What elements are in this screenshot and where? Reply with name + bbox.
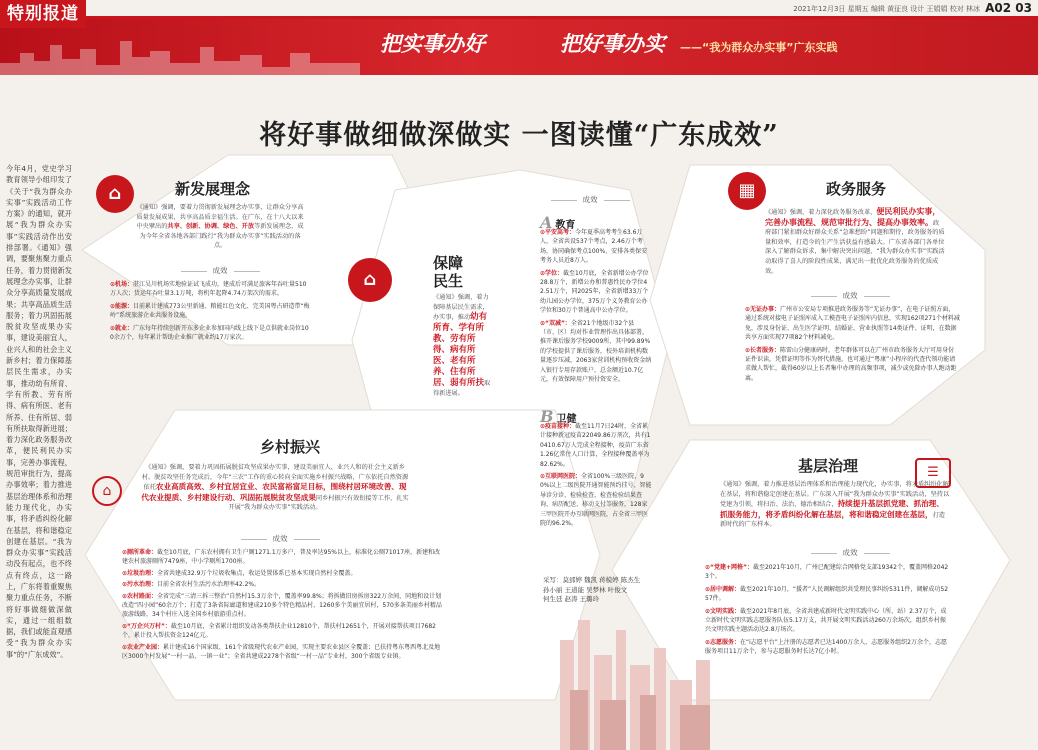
development-results-label: 成效 <box>130 265 310 276</box>
grassroots-item: ⊙居中调解：截至2021年10月，“援者”人民调解组织共受理民事纠纷5311件，调解成功5257件。 <box>705 585 949 603</box>
livelihood-intro-a: 《通知》强调，着力保障基层民生需求，办实事，推动 <box>433 294 489 322</box>
governance-icon: ☰ <box>915 458 951 488</box>
government-intro-b: 政府部门紧扣群众好群众关系“急难愁盼”问题和期待，政务服务的质量和效率，打造今的生产生活获益有感最大。广东省各部门各单位深入了解群众诉求，集中解决突出问题，“我为群众办实事”实践活动取得了喜人的阶段性成果，满足出一批优化政务服务的优质成效。 <box>765 219 945 275</box>
development-item: ⊙就业：广东每年持续创新开东多企业参加国内线上线下是点供就业岗位100余万个，每年累计帮助企业推广就业约17万家次。 <box>110 324 309 342</box>
grassroots-intro-a: 《通知》强调，着力推进基层治理体系和治理能力现代化，办实事，将矛盾纠纷化解在基层，将和谐稳定创建在基层。广东深入开展“我为群众办实事”实践活动，坚持以党建为引领，将扫治、法治、德治相结合， <box>720 481 950 509</box>
government-item: ⊙无证办事：广州市公安局专项推进政务服务等“无证办事”，在电子证照方面，通过系统对接电子证照库成入工模查电子证照库内信息，实现162项271个材料减免，涉及身份证、出生医学证明、结婚证、营业执照等14类证件、证明，在数据共享方面实现77项82个材料减免。 <box>745 306 960 342</box>
page-number: A02 03 <box>985 1 1032 15</box>
development-intro-highlight: 共享、创新、协调、绿色、开放 <box>167 223 255 231</box>
rural-intro-highlight: 农业高质高效、乡村宜居宜业、农民富裕富足目标，围绕村居环境改善、现代农业提质、乡村建设行动、巩固拓展脱贫攻坚成果 <box>141 482 407 502</box>
development-results <box>110 280 310 342</box>
development-title: 新发展理念 <box>175 180 251 198</box>
rural-item: ⊙“万企兴万村”：截至10月底，全省累计组织发动各类帮扶企业12810个，帮扶村12651个，开展对接帮扶项目7682个，累计投入帮扶资金124亿元。 <box>122 622 437 640</box>
livelihood-intro <box>433 293 491 399</box>
rural-intro-a: 《通知》强调，要着力巩固拓展脱贫攻坚成果办实事，建设美丽宜人、业兴人和的社会主义新乡村。脱贫攻坚任务完成后，今年“三农”工作的重心转向全面实施乡村振兴战略，广东依托自然资源依托 <box>141 464 409 492</box>
grassroots-item: ⊙“党建+网格”：截至2021年10月，广州已配建综合网格党支部19342个，覆盖网格20423个。 <box>705 564 949 581</box>
section-tag: 特别报道 <box>0 0 86 28</box>
grassroots-item: ⊙志愿服务：在“i志愿平台”上注册的志愿者已达1400万余人，志愿服务组织2万余个，志愿服务项目11万余个，参与志愿服务时长达7亿小时。 <box>705 638 948 656</box>
government-intro <box>765 207 945 276</box>
rural-house-icon: ⌂ <box>92 476 122 506</box>
page-title: 将好事做细做深做实 一图读懂“广东成效” <box>259 120 779 151</box>
grassroots-title: 基层治理 <box>798 457 859 475</box>
livelihood-title-line2: 民生 <box>433 272 464 290</box>
rural-item: ⊙垃圾治理：全省共建成32.9万个垃圾收集点，收运处置体系已基本实现自然村全覆盖。 <box>122 569 357 577</box>
rural-item: ⊙污水治理：目前全省农村生活污水治理率42.2%。 <box>122 581 261 589</box>
city-skyline-illustration <box>450 600 750 750</box>
rural-title: 乡村振兴 <box>260 438 321 456</box>
grassroots-intro-b: 打造新时代的广东样本。 <box>720 511 945 529</box>
credits-line: 何生廷 赵涛 王璐玲 <box>543 595 600 603</box>
rural-item: ⊙农业产业园：累计建成16个国家级、161个省级现代农业产业园，实现主要农业县区全覆盖；已扶持粤东粤西粤北及地区3000个村发展“一村一品、一镇一业”；全省共建成2278个省级“一村一品”专业村，300个省级专业镇。 <box>122 643 441 661</box>
grassroots-intro-highlight: 持续提升基层抓党建、抓治理、抓服务能力，将矛盾纠纷化解在基层，将和谐稳定创建在基层， <box>720 499 944 519</box>
banner-subtitle: ——“我为群众办实事”广东实践 <box>680 41 838 54</box>
education-item: ⊙“双减”：全省21个地级市32个县（市、区）均对作业管理作出具体部署，推开课后服务学校9009所，其中99.89%的学校提供了课后服务，校外培训机构数量逐步压减，2063家营训机构预收资金纳入银行专用存款账户，总金额近10.7亿元，有效保障用户预付资安全。 <box>540 319 652 384</box>
development-intro-a: 《通知》强调，要着力贯彻新发展理念办实事，让群众分享高质量发展成果，共享高品质幸福生活。在广东，在十八大以来中央擘出的 <box>136 204 304 231</box>
livelihood-results-label: 成效 <box>530 194 650 205</box>
health-item: ⊙互联网医院：全省100%三级医院、90%以上二级医院开通智能预约挂号、智能导诊分诊、检验检查、检查检验结果查询、病历配送、移动支付等服务，128家三甲医院开办互联网医院，占全省三甲医院的96.2%。 <box>540 473 652 528</box>
rural-item: ⊙农村路面：全省完成“三清三拆三整治”自然村15.3万余个，覆盖率99.8%；将拆做旧房拆房322万余间，同地和设计划改造“四小园”60余万个；打造了3条省际廊道和建成210多个特色精品村，1260多个美丽宜居村，570多条美丽乡村精品旅游线路，34个村庄入选全国乡村旅游重点村。 <box>122 592 442 619</box>
livelihood-intro-highlight: 幼有所育、学有所教、劳有所得、病有所医、老有所养、住有所居、弱有所扶 <box>433 312 488 389</box>
education-results <box>540 228 652 385</box>
development-intro <box>135 203 305 251</box>
lead-article: 今年4月，党史学习教育领导小组印发了《关于“我为群众办实事”实践活动工作方案》的通知，就开展“我为群众办实事”实践活动作出安排部署。《通知》强调，要聚焦聚力重点任务，着力贯彻新发展理念办实事，让群众分享高质量发展成果；共享高品质生活服务；着力巩固拓展脱贫攻坚成果办实事，建设美丽宜人，业兴人和的社会主义新乡村；着力保障基层民生需求，办实事，推动幼有所育、学有所教、劳有所得、病有所医、老有所养、住有所居、弱有所扶取得新进展；着力深化政务服务改革，便民利民办实事，完善办事流程，规范审批行为，提高办事效率；着力推进基层治理体系和治理能力现代化，办实事，将矛盾纠纷化解在基层，将和谐稳定创建在基层。“我为群众办实事”实践活动没有起点，也不终点有终点，这一路上，广东将着重聚焦聚力重点任务，不断将好事做细做深做实，通过一组组数据，我们或能直观感受“我为群众办实事”的“广东成效”。 <box>6 164 72 659</box>
livelihood-intro-b: 取得新进展。 <box>433 380 491 398</box>
rural-results-label: 成效 <box>190 533 370 544</box>
banner-slogan-left: 把实事办好 <box>380 31 485 56</box>
health-heading: B卫健 <box>540 407 577 426</box>
grassroots-intro <box>720 480 950 530</box>
date-line: 2021年12月3日 星期五 编辑 黄征良 设计 王娟娟 校对 林冰 <box>793 5 980 13</box>
government-item: ⊙长者服务：陈雷山分健康码时，老年群体可以在广州市政务服务大厅可用身份证件识读，凭借证明等作为替代措施，也可通过“粤康”小程序的代查代领功能请求做人帮忙，截得60岁以上长者集中办理的高频事项，减少或免除办事人跑动距离。 <box>745 346 957 382</box>
rural-intro-b: 同乡村振兴有效衔接等工作，扎实开展“我为群众办实事”实践活动。 <box>228 494 409 512</box>
house-hand-icon: ⌂ <box>348 258 392 302</box>
education-item: ⊙学位：截至10月底，全省新增公办学位28.8万个，新增公办和普惠性民办学位42.51万个，同2025年，全省新增33万个幼儿园公办学位，375万个义务教育公办学位和30万个普通高中公办学位。 <box>540 269 649 315</box>
credits-line: 孙小丽 王道能 吴梦林 叶俊文 <box>543 585 628 594</box>
government-results-label: 成效 <box>770 290 930 301</box>
education-item: ⊙平安高考：今年夏季高考考生63.6万人，全省共设537个考点，2.46万个考场，协同确保考点100%、安排各类保安考务人员近8万人。 <box>540 229 648 265</box>
education-heading: A教育 <box>540 213 576 232</box>
government-results <box>745 305 960 383</box>
grassroots-results-label: 成效 <box>760 547 940 558</box>
government-intro-a: 《通知》强调，着力深化政务服务改革， <box>765 209 877 216</box>
livelihood-title-line1: 保障 <box>433 254 464 272</box>
rural-item: ⊙厕所革命：截至10月底，广东农村拥有卫生户厕1271.1万多户，普及率达95%以上，标准化公厕71017座，新建和改建农村旅游厕所7479座，中小学厕所1700座。 <box>122 549 441 566</box>
health-results <box>540 422 652 528</box>
banner-slogan-right: 把好事办实 <box>560 31 665 56</box>
government-intro-highlight: 便民利民办实事，完善办事流程、规范审批行为、提高办事效率。 <box>765 207 941 227</box>
credits-line: 采写：莫郅婷 魏凯 蒋模婷 陈杰生 <box>543 576 641 584</box>
development-item: ⊙机场：湛江吴川机场实地验证试飞成功，建成后可满足旅客年吞吐量510万人次；货运年吞吐量3.1万吨，将机年起降4.74万架次的需求。 <box>110 281 307 298</box>
grassroots-item: ⊙文明实践：截至2021年8月底，全省共建成新时代文明实践中心（所、站）2.37万个，成立新时代文明实践志愿服务队伍5.17万支，共开展文明实践活动260万余场次，组织乡村振兴文明实践主题活动达2.8万场次。 <box>705 607 947 634</box>
development-item: ⊙能源：目前累计建成773公里新通、粮能红色文化、完美国粤占研造带“梅岭”系统旅游企业共服务设施。 <box>110 302 310 320</box>
health-item: ⊙疫苗接种：截至11月7日24时，全省累计接种新冠疫苗22049.86万剂次，共有10410.67万人完成全程接种，疫苗广东省1.26亿常住人口计算，全程接种覆盖率为82.62%。 <box>540 423 651 468</box>
development-intro-b: 等新发展理念，成为今年全省各地各部门践行“我为群众办实事”实践活动的落点。 <box>139 223 304 250</box>
government-building-icon: ▦ <box>728 172 766 210</box>
factory-icon: ⌂ <box>96 175 134 213</box>
rural-results <box>122 548 442 661</box>
government-title: 政务服务 <box>826 180 887 198</box>
rural-intro <box>140 463 410 513</box>
